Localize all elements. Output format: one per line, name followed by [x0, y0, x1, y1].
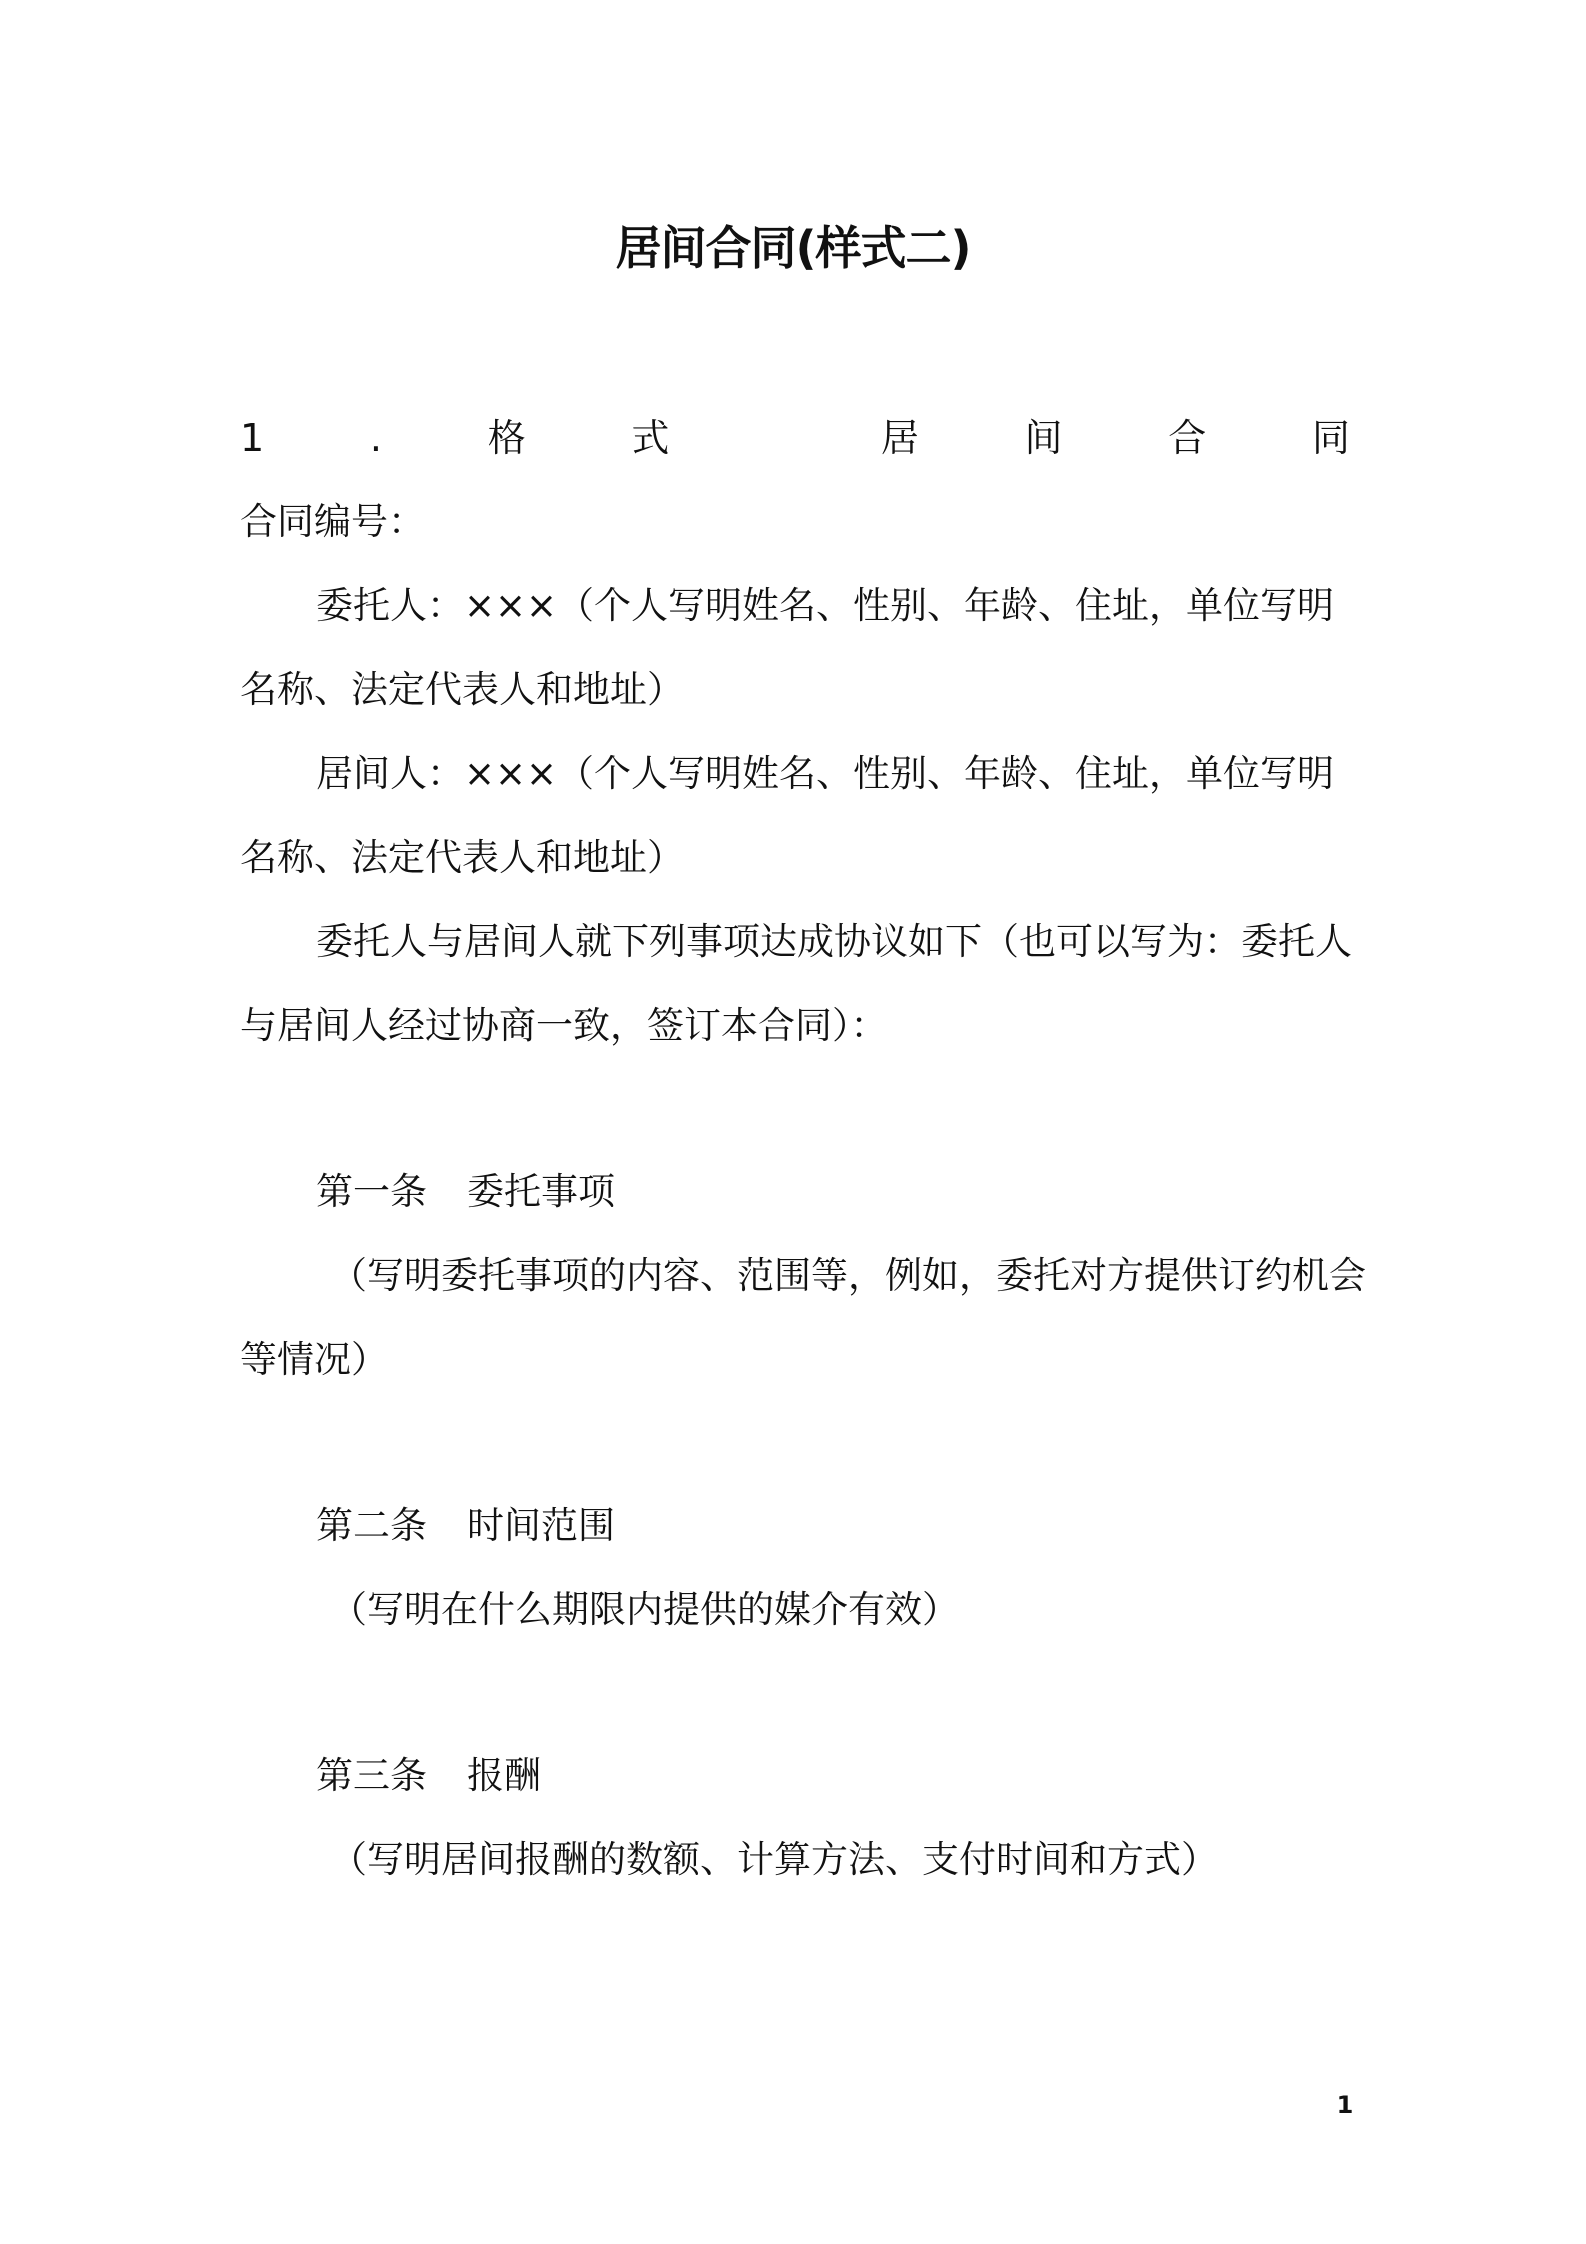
principal-line-1: 委托人：×××（个人写明姓名、性别、年龄、住址，单位写明 [316, 584, 1335, 627]
agreement-line-2: 与居间人经过协商一致，签订本合同）： [240, 1004, 888, 1047]
heading-char: 间 [1024, 416, 1063, 460]
article-3-body-line-1: （写明居间报酬的数额、计算方法、支付时间和方式） [330, 1838, 1218, 1881]
article-1-body-line-2: 等情况） [240, 1338, 388, 1381]
heading-char: . [369, 416, 382, 460]
article-2-name: 时间范围 [467, 1504, 615, 1547]
article-3-name: 报酬 [467, 1754, 541, 1797]
article-2-number: 第二条 [316, 1504, 427, 1547]
heading-char: 居 [880, 416, 919, 460]
agreement-line-1: 委托人与居间人就下列事项达成协议如下（也可以写为：委托人 [316, 920, 1352, 963]
principal-line-2: 名称、法定代表人和地址） [240, 668, 684, 711]
article-1-body-line-1: （写明委托事项的内容、范围等，例如，委托对方提供订约机会 [330, 1254, 1366, 1297]
broker-line-2: 名称、法定代表人和地址） [240, 836, 684, 879]
broker-line-1: 居间人：×××（个人写明姓名、性别、年龄、住址，单位写明 [316, 752, 1335, 795]
document-title: 居间合同(样式二) [615, 221, 971, 275]
article-1-name: 委托事项 [467, 1170, 615, 1213]
article-2-body-line-1: （写明在什么期限内提供的媒介有效） [330, 1588, 959, 1631]
section-heading [240, 410, 1350, 466]
article-3-number: 第三条 [316, 1754, 427, 1797]
page-number: 1 [1336, 2091, 1354, 2119]
article-1-title [316, 1164, 615, 1220]
article-3-title [316, 1748, 541, 1804]
heading-char: 格 [487, 416, 526, 460]
contract-number-label: 合同编号： [240, 500, 425, 543]
heading-char: 同 [1311, 416, 1350, 460]
heading-char: 1 [240, 416, 265, 460]
heading-char: 合 [1168, 416, 1207, 460]
article-1-number: 第一条 [316, 1170, 427, 1213]
article-2-title [316, 1498, 615, 1554]
heading-char: 式 [631, 416, 670, 460]
